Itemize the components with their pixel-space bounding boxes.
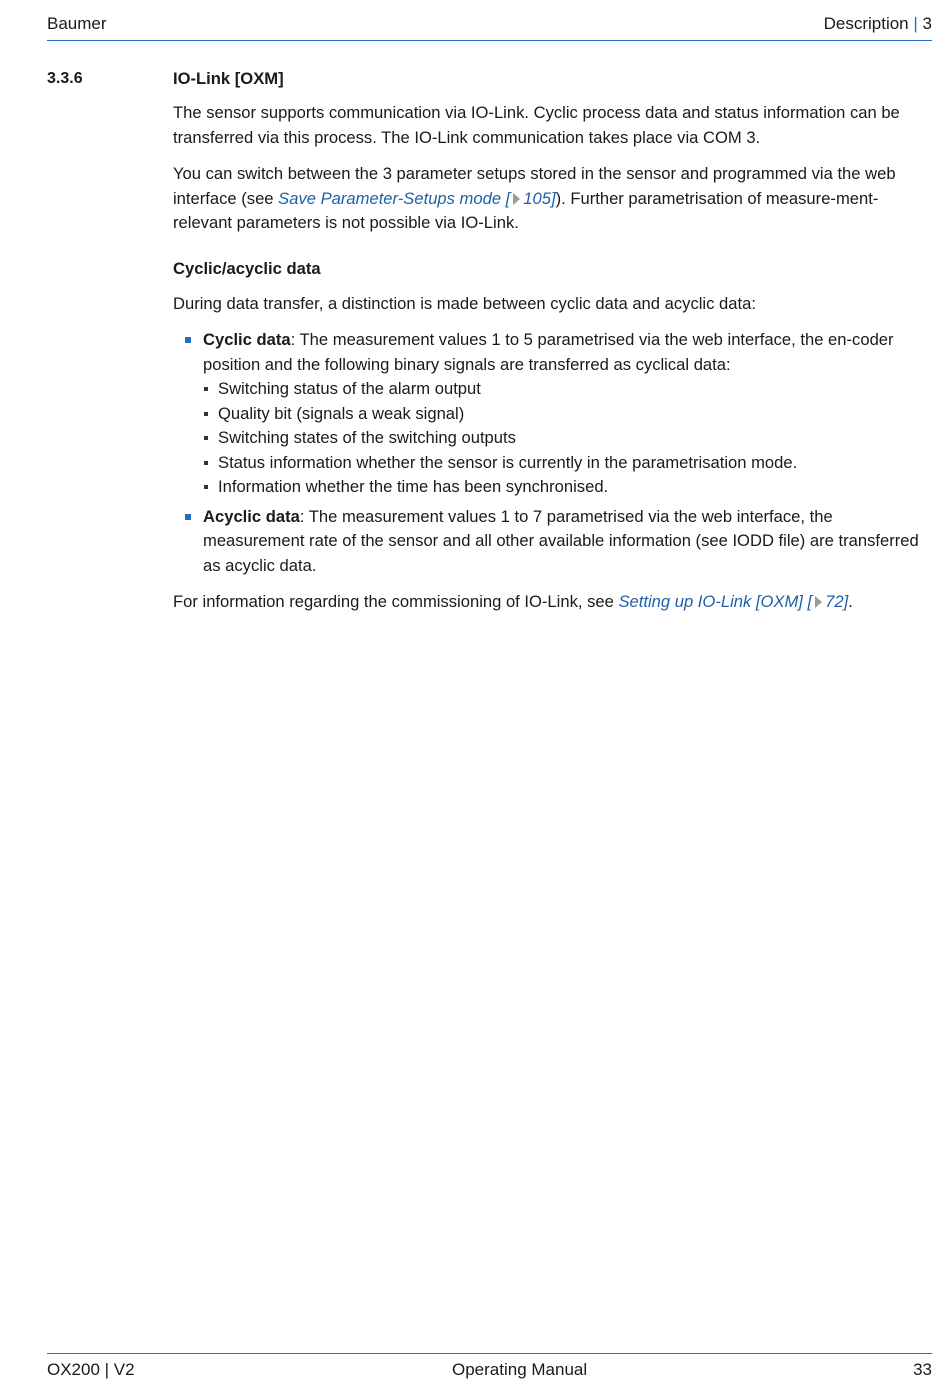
list-item-cyclic <box>173 328 933 500</box>
page-reference-arrow-icon <box>513 193 520 205</box>
square-bullet-icon <box>185 337 191 343</box>
acyclic-data-text: : The measurement values 1 to 7 parametrised via the web interface, the measurement rate of the sensor and all other available information (see IODD file) are transferred as acyclic data. <box>203 506 919 575</box>
header-chapter-number: 3 <box>922 14 932 33</box>
page-footer <box>47 1353 932 1388</box>
save-parameter-setups-link-page: 105] <box>523 188 556 208</box>
footer-doc-type: Operating Manual <box>452 1360 588 1379</box>
setting-up-io-link-link[interactable] <box>618 592 848 611</box>
section-title: IO-Link [OXM] <box>173 69 284 88</box>
section-content <box>173 68 933 627</box>
intro-paragraph: The sensor supports communication via IO-Link. Cyclic process data and status information can be transferred via this process. The IO-Link communication takes place via COM 3. <box>173 103 900 147</box>
subheading-cyclic-acyclic: Cyclic/acyclic data <box>173 258 321 278</box>
page-reference-arrow-icon <box>815 596 822 608</box>
binary-signals-list <box>203 377 933 500</box>
small-square-bullet-icon <box>204 387 208 391</box>
square-bullet-icon <box>185 514 191 520</box>
page-header <box>47 12 932 41</box>
footer-product: OX200 | V2 <box>47 1360 135 1379</box>
para4-text-after: . <box>848 592 853 611</box>
cyclic-data-term: Cyclic data <box>203 330 291 349</box>
small-square-bullet-icon <box>204 461 208 465</box>
footer-page-number: 33 <box>913 1360 932 1379</box>
para2-text-before: You can switch between the 3 parameter setups stored in the sensor and programmed via the web interface (see <box>173 164 896 208</box>
list-item-text: Quality bit (signals a weak signal) <box>218 403 465 423</box>
small-square-bullet-icon <box>204 485 208 489</box>
list-item <box>203 377 933 402</box>
header-chapter-title: Description <box>823 14 909 33</box>
commissioning-paragraph <box>173 590 933 615</box>
list-item-text: Switching status of the alarm output <box>218 379 481 398</box>
header-separator: | <box>913 14 918 33</box>
list-item <box>203 475 933 500</box>
list-item-text: Information whether the time has been synchronised. <box>218 477 609 496</box>
list-item <box>203 402 933 427</box>
list-item <box>203 451 933 476</box>
section-number: 3.3.6 <box>47 70 83 87</box>
small-square-bullet-icon <box>204 412 208 416</box>
list-item-text: Switching states of the switching outputs <box>218 428 516 447</box>
header-brand: Baumer <box>47 14 107 33</box>
setting-up-io-link-link-page: 72] <box>825 592 849 611</box>
para2-text-after: ). Further parametrisation of measure-ment-relevant parameters is not possible via IO-Link. <box>173 188 879 232</box>
data-types-list <box>173 328 933 578</box>
setting-up-io-link-link-text: Setting up IO-Link [OXM] [ <box>618 592 813 611</box>
parameter-setup-paragraph <box>173 162 933 236</box>
save-parameter-setups-link[interactable] <box>278 189 555 208</box>
distinction-paragraph: During data transfer, a distinction is made between cyclic data and acyclic data: <box>173 293 756 313</box>
small-square-bullet-icon <box>204 436 208 440</box>
list-item <box>203 426 933 451</box>
cyclic-data-text: : The measurement values 1 to 5 parametrised via the web interface, the en-coder position and the following binary signals are transferred as cyclical data: <box>203 330 894 374</box>
save-parameter-setups-link-text: Save Parameter-Setups mode [ <box>278 188 511 208</box>
list-item-text: Status information whether the sensor is currently in the parametrisation mode. <box>218 452 798 472</box>
list-item-acyclic <box>173 505 933 579</box>
para4-text-before: For information regarding the commissioning of IO-Link, see <box>173 592 619 611</box>
acyclic-data-term: Acyclic data <box>203 506 300 526</box>
header-chapter <box>824 14 932 34</box>
